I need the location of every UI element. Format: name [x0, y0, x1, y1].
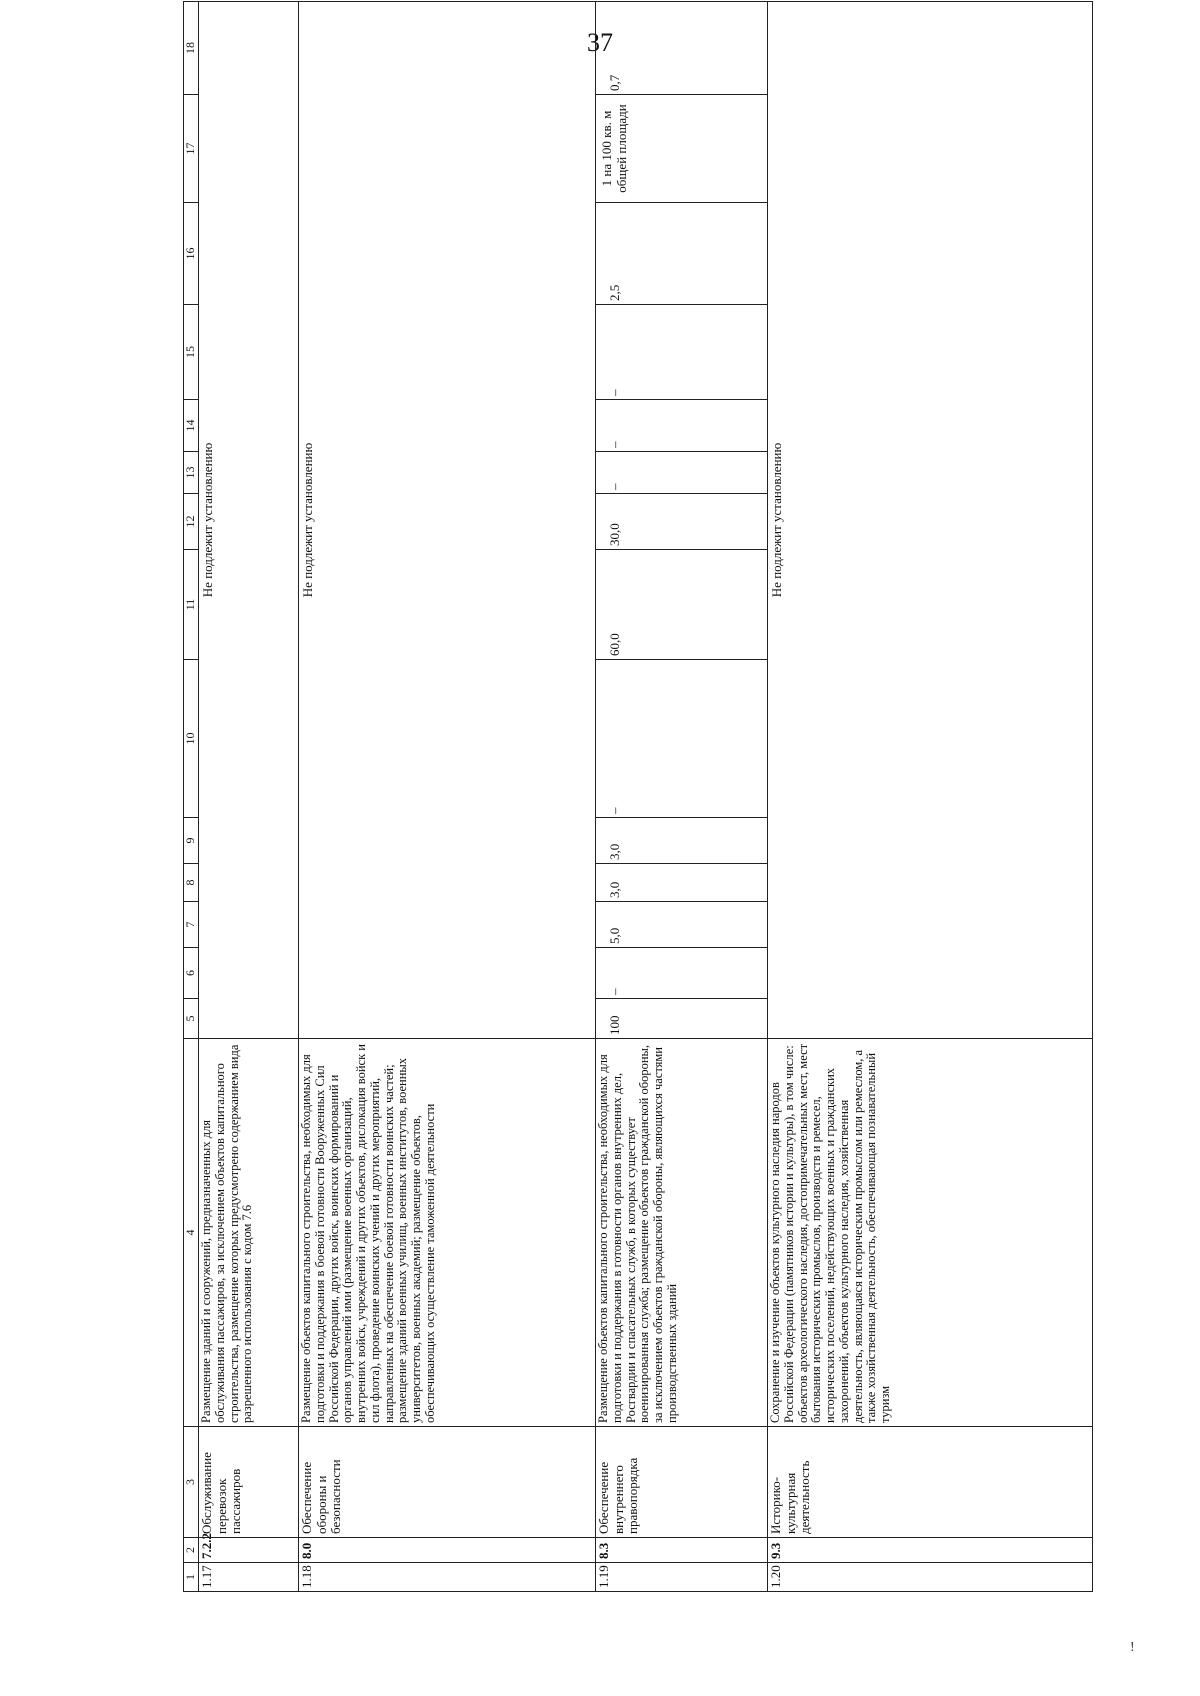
row-description: Сохранение и изучение объектов культурного наследия народов Российской Федерации (памятников истории и культуры), в том числе: объектов археологического наследия, достопримечательных мест, мест бытования исторических промыслов, производств и ремесел, исторических поселений, недействующих военных и гражданских захоронений, объектов культурного наследия, хозяйственная деятельность, являющаяся историческим промыслом или ремеслом, а также хозяйственная деятельность, обеспечивающая познавательный туризм — [768, 1039, 1093, 1427]
column-header: 10 — [184, 660, 199, 818]
value-cell-14: – — [596, 400, 768, 452]
column-header: 9 — [184, 818, 199, 864]
value-cell-7: 5,0 — [596, 902, 768, 948]
row-name: Историко-культурная деятельность — [768, 1427, 1093, 1538]
column-header: 16 — [184, 203, 199, 305]
value-cell-9: 3,0 — [596, 818, 768, 864]
row-number: 1.20 — [768, 1563, 1093, 1592]
row-code: 7.2.2 — [199, 1538, 299, 1563]
value-cell-15: – — [596, 305, 768, 400]
not-set-cell: Не подлежит установлению — [199, 2, 299, 1039]
column-header: 15 — [184, 305, 199, 400]
value-cell-10: – — [596, 660, 768, 818]
regulations-table — [183, 1, 1093, 1592]
row-number: 1.17 — [199, 1563, 299, 1592]
value-cell-16: 2,5 — [596, 203, 768, 305]
row-description: Размещение объектов капитального строительства, необходимых для подготовки и поддержания в боевой готовности Вооруженных Сил Российской Федерации, других войск, воинских формирований и органов управлений ими (размещение военных организаций, внутренних войск, учреждений и других объектов, дислокация войск и сил флота), проведение воинских учений и других мероприятий, направленных на обеспечение боевой готовности воинских частей; размещение зданий военных училищ, военных институтов, военных университетов, военных академий; размещение объектов, обеспечивающих осуществление таможенной деятельности — [299, 1039, 596, 1427]
row-description: Размещение зданий и сооружений, предназначенных для обслуживания пассажиров, за исключением объектов капитального строительства, размещение которых предусмотрено содержанием вида разрешенного использования с кодом 7.6 — [199, 1039, 299, 1427]
table-row — [596, 2, 768, 1592]
stray-mark: ! — [1130, 1640, 1135, 1655]
row-name: Обеспечение внутреннего правопорядка — [596, 1427, 768, 1538]
row-code: 9.3 — [768, 1538, 1093, 1563]
value-cell-8: 3,0 — [596, 864, 768, 902]
row-name: Обеспечение обороны и безопасности — [299, 1427, 596, 1538]
column-header: 5 — [184, 999, 199, 1039]
table-header-row — [184, 2, 199, 1592]
value-cell-13: – — [596, 452, 768, 494]
value-cell-18: 0,7 — [596, 2, 768, 95]
column-header: 4 — [184, 1039, 199, 1427]
value-cell-17: 1 на 100 кв. м общей площади — [596, 95, 768, 203]
column-header: 6 — [184, 948, 199, 999]
page-number: 37 — [587, 28, 613, 57]
table-row — [768, 2, 1093, 1592]
column-header: 8 — [184, 864, 199, 902]
value-cell-5: 100 — [596, 999, 768, 1039]
row-name: Обслуживание перевозок пассажиров — [199, 1427, 299, 1538]
row-number: 1.18 — [299, 1563, 596, 1592]
column-header: 12 — [184, 494, 199, 550]
not-set-cell: Не подлежит установлению — [768, 2, 1093, 1039]
value-cell-11: 60,0 — [596, 550, 768, 660]
column-header: 7 — [184, 902, 199, 948]
column-header: 1 — [184, 1563, 199, 1592]
not-set-cell: Не подлежит установлению — [299, 2, 596, 1039]
column-header: 17 — [184, 95, 199, 203]
row-code: 8.3 — [596, 1538, 768, 1563]
row-number: 1.19 — [596, 1563, 768, 1592]
column-header: 18 — [184, 2, 199, 95]
column-header: 13 — [184, 452, 199, 494]
value-cell-6: – — [596, 948, 768, 999]
table-row — [199, 2, 299, 1592]
column-header: 14 — [184, 400, 199, 452]
row-code: 8.0 — [299, 1538, 596, 1563]
column-header: 11 — [184, 550, 199, 660]
value-cell-12: 30,0 — [596, 494, 768, 550]
column-header: 2 — [184, 1538, 199, 1563]
column-header: 3 — [184, 1427, 199, 1538]
table-row — [299, 2, 596, 1592]
row-description: Размещение объектов капитального строительства, необходимых для подготовки и поддержания в готовности органов внутренних дел, Росгвардии и спасательных служб, в которых существует военизированная служба; размещение объектов гражданской обороны, за исключением объектов гражданской обороны, являющихся частями производственных зданий — [596, 1039, 768, 1427]
